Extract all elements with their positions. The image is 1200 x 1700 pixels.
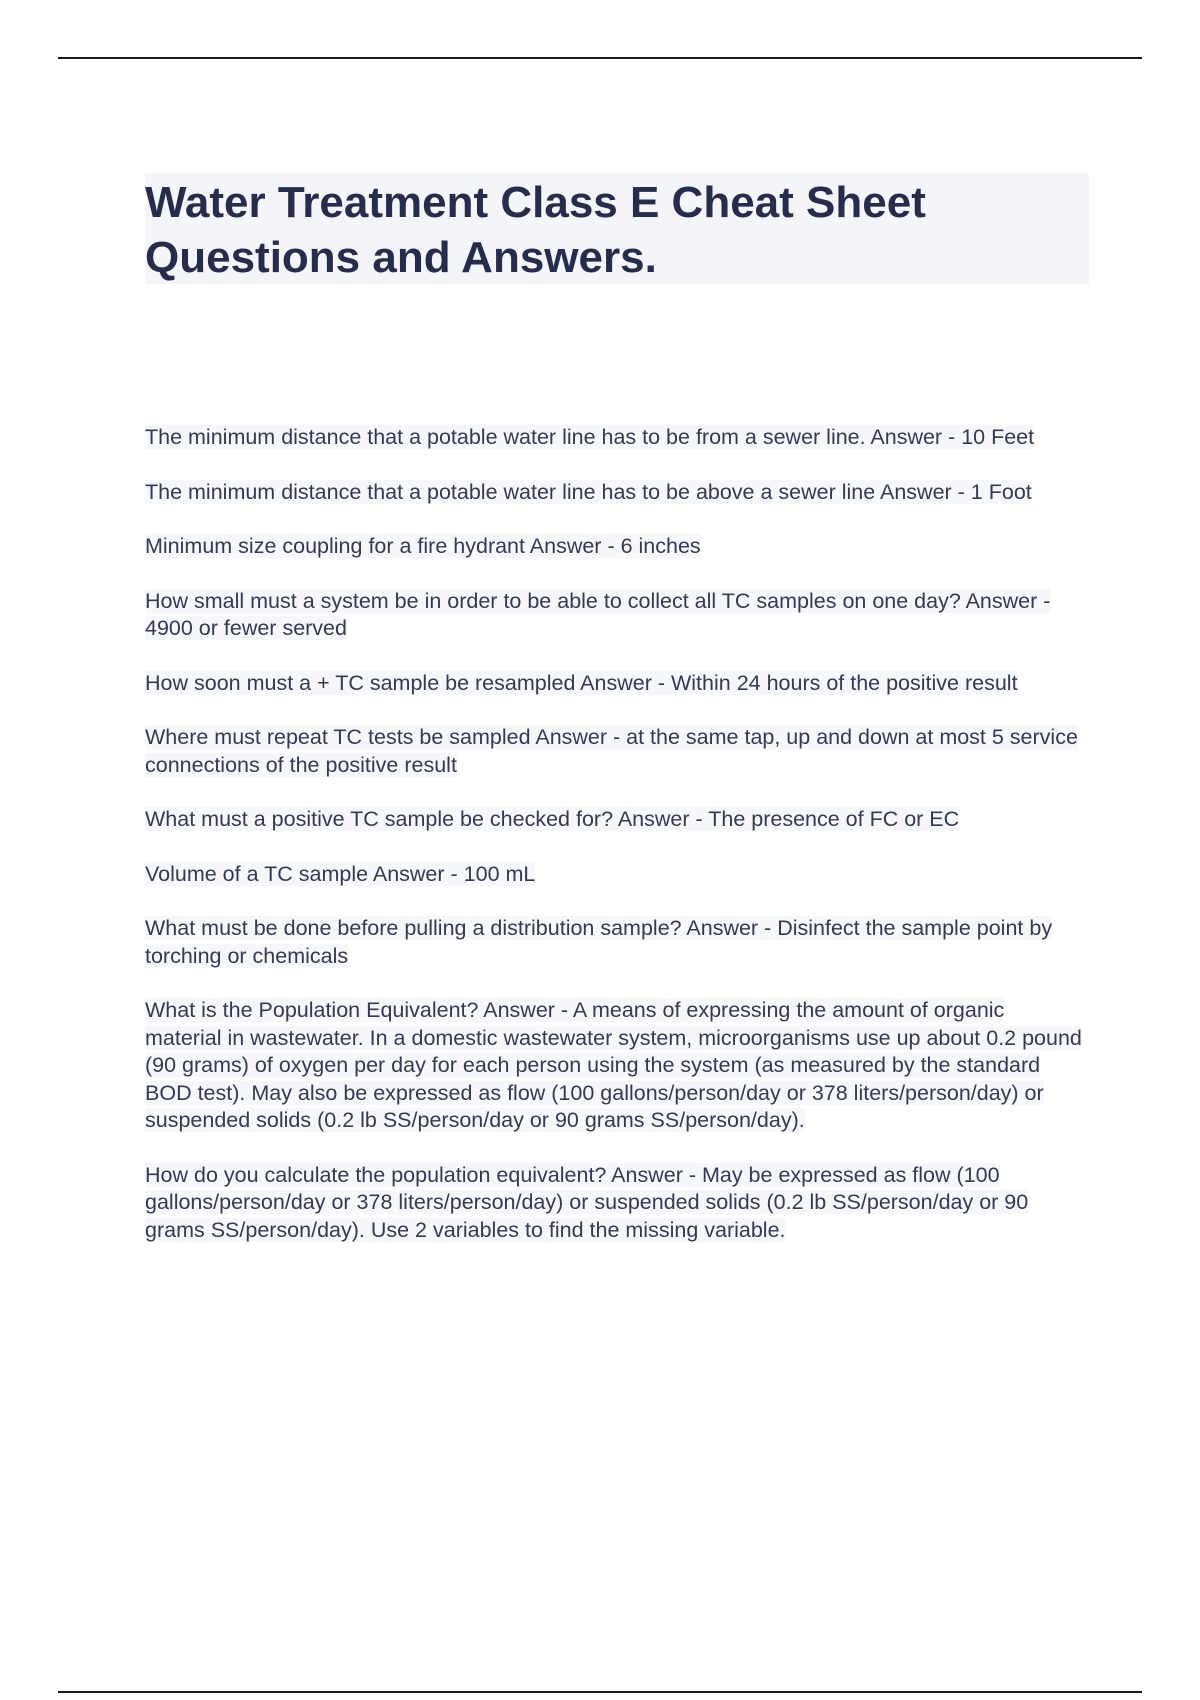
qa-item: The minimum distance that a potable water line has to be from a sewer line. Answer - 10 Feet	[145, 425, 1035, 449]
qa-item: Minimum size coupling for a fire hydrant Answer - 6 inches	[145, 534, 701, 558]
qa-item: What is the Population Equivalent? Answer - A means of expressing the amount of organic material in wastewater. In a domestic wastewater system, microorganisms use up about 0.2 pound (90 grams) of oxygen per day for each person using the system (as measured by the standard BOD test). May also be expressed as flow (100 gallons/person/day or 378 liters/person/day) or suspended solids (0.2 lb SS/person/day or 90 grams SS/person/day).	[145, 998, 1082, 1132]
qa-list	[145, 424, 1085, 1271]
qa-item: How small must a system be in order to be able to collect all TC samples on one day? Answer - 4900 or fewer served	[145, 588, 1051, 640]
page-title	[145, 175, 1075, 285]
qa-item: What must be done before pulling a distribution sample? Answer - Disinfect the sample point by torching or chemicals	[145, 916, 1053, 968]
title-line-2: Questions and Answers.	[145, 233, 657, 282]
qa-item: How do you calculate the population equivalent? Answer - May be expressed as flow (100 gallons/person/day or 378 liters/person/day) or suspended solids (0.2 lb SS/person/day or 90 grams SS/person/day). Use 2 variables to find the missing variable.	[145, 1162, 1029, 1242]
qa-item: What must a positive TC sample be checked for? Answer - The presence of FC or EC	[145, 807, 960, 831]
bottom-divider	[58, 1691, 1142, 1693]
qa-item: Where must repeat TC tests be sampled Answer - at the same tap, up and down at most 5 service connections of the positive result	[145, 725, 1078, 777]
qa-item: Volume of a TC sample Answer - 100 mL	[145, 861, 536, 886]
qa-item: How soon must a + TC sample be resampled Answer - Within 24 hours of the positive result	[145, 670, 1018, 695]
qa-item: The minimum distance that a potable water line has to be above a sewer line Answer - 1 Foot	[145, 479, 1032, 504]
top-divider	[58, 57, 1142, 59]
title-line-1: Water Treatment Class E Cheat Sheet	[145, 178, 926, 227]
